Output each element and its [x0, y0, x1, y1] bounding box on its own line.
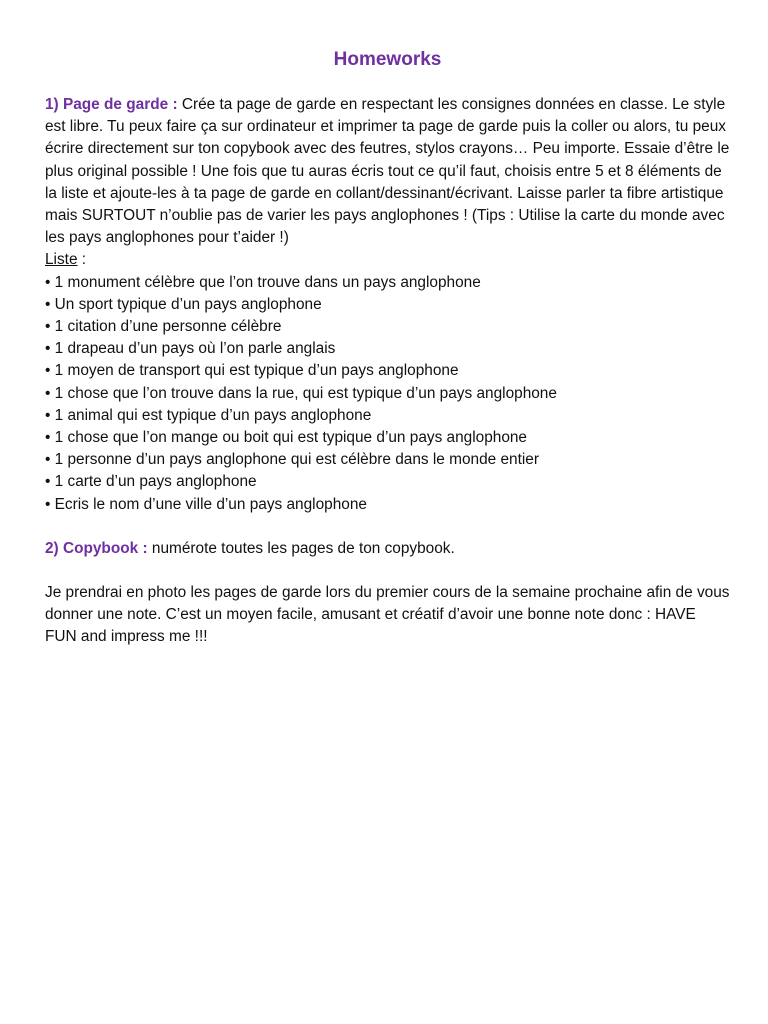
spacer [45, 516, 730, 538]
list-item: • Un sport typique d’un pays anglophone [45, 295, 322, 313]
list-item: • 1 animal qui est typique d’un pays anglophone [45, 406, 372, 424]
list-heading-label: Liste [45, 251, 78, 269]
element-list [45, 272, 730, 516]
list-item: • 1 citation d’une personne célèbre [45, 318, 282, 336]
list-item: • 1 carte d’un pays anglophone [45, 473, 257, 491]
section-page-de-garde-label: 1) Page de garde : [45, 96, 178, 113]
document-page [45, 46, 730, 649]
section-copybook-label: 2) Copybook : [45, 539, 148, 557]
section-copybook [45, 538, 730, 560]
closing-paragraph: Je prendrai en photo les pages de garde lors du premier cours de la semaine prochaine afin de vous donner une note. C’est un moyen facile, amusant et créatif d’avoir une bonne note donc : HAVE FUN and impress me !!! [45, 584, 730, 646]
section-page-de-garde-text: Crée ta page de garde en respectant les consignes données en classe. Le style est libre. Tu peux faire ça sur ordinateur et imprimer ta page de garde puis la coller ou alors, tu peux écrire directement sur ton copybook avec des feutres, stylos crayons… Peu importe. Essaie d’être le plus original possible ! Une fois que tu auras écris tout ce qu’il faut, choisis entre 5 et 8 éléments de la liste et ajoute-les à ta page de garde en collant/dessinant/écrivant. Laisse parler ta fibre artistique mais SURTOUT n’oublie pas de varier les pays anglophones ! (Tips : Utilise la carte du monde avec les pays anglophones pour t’aider !) [45, 96, 730, 247]
list-item: • 1 chose que l’on mange ou boit qui est typique d’un pays anglophone [45, 429, 527, 447]
list-item: • 1 monument célèbre que l’on trouve dans un pays anglophone [45, 273, 481, 291]
list-heading [45, 249, 730, 271]
list-item: • 1 personne d’un pays anglophone qui est célèbre dans le monde entier [45, 451, 539, 469]
list-item: • 1 chose que l’on trouve dans la rue, qui est typique d’un pays anglophone [45, 384, 557, 402]
list-item: • 1 drapeau d’un pays où l’on parle anglais [45, 340, 336, 358]
list-heading-suffix: : [77, 251, 87, 269]
page-title: Homeworks [333, 49, 442, 70]
section-page-de-garde [45, 94, 730, 249]
section-copybook-text: numérote toutes les pages de ton copybook. [147, 539, 455, 557]
list-item: • Ecris le nom d’une ville d’un pays anglophone [45, 495, 367, 513]
list-item: • 1 moyen de transport qui est typique d’un pays anglophone [45, 362, 459, 380]
spacer [45, 560, 730, 582]
